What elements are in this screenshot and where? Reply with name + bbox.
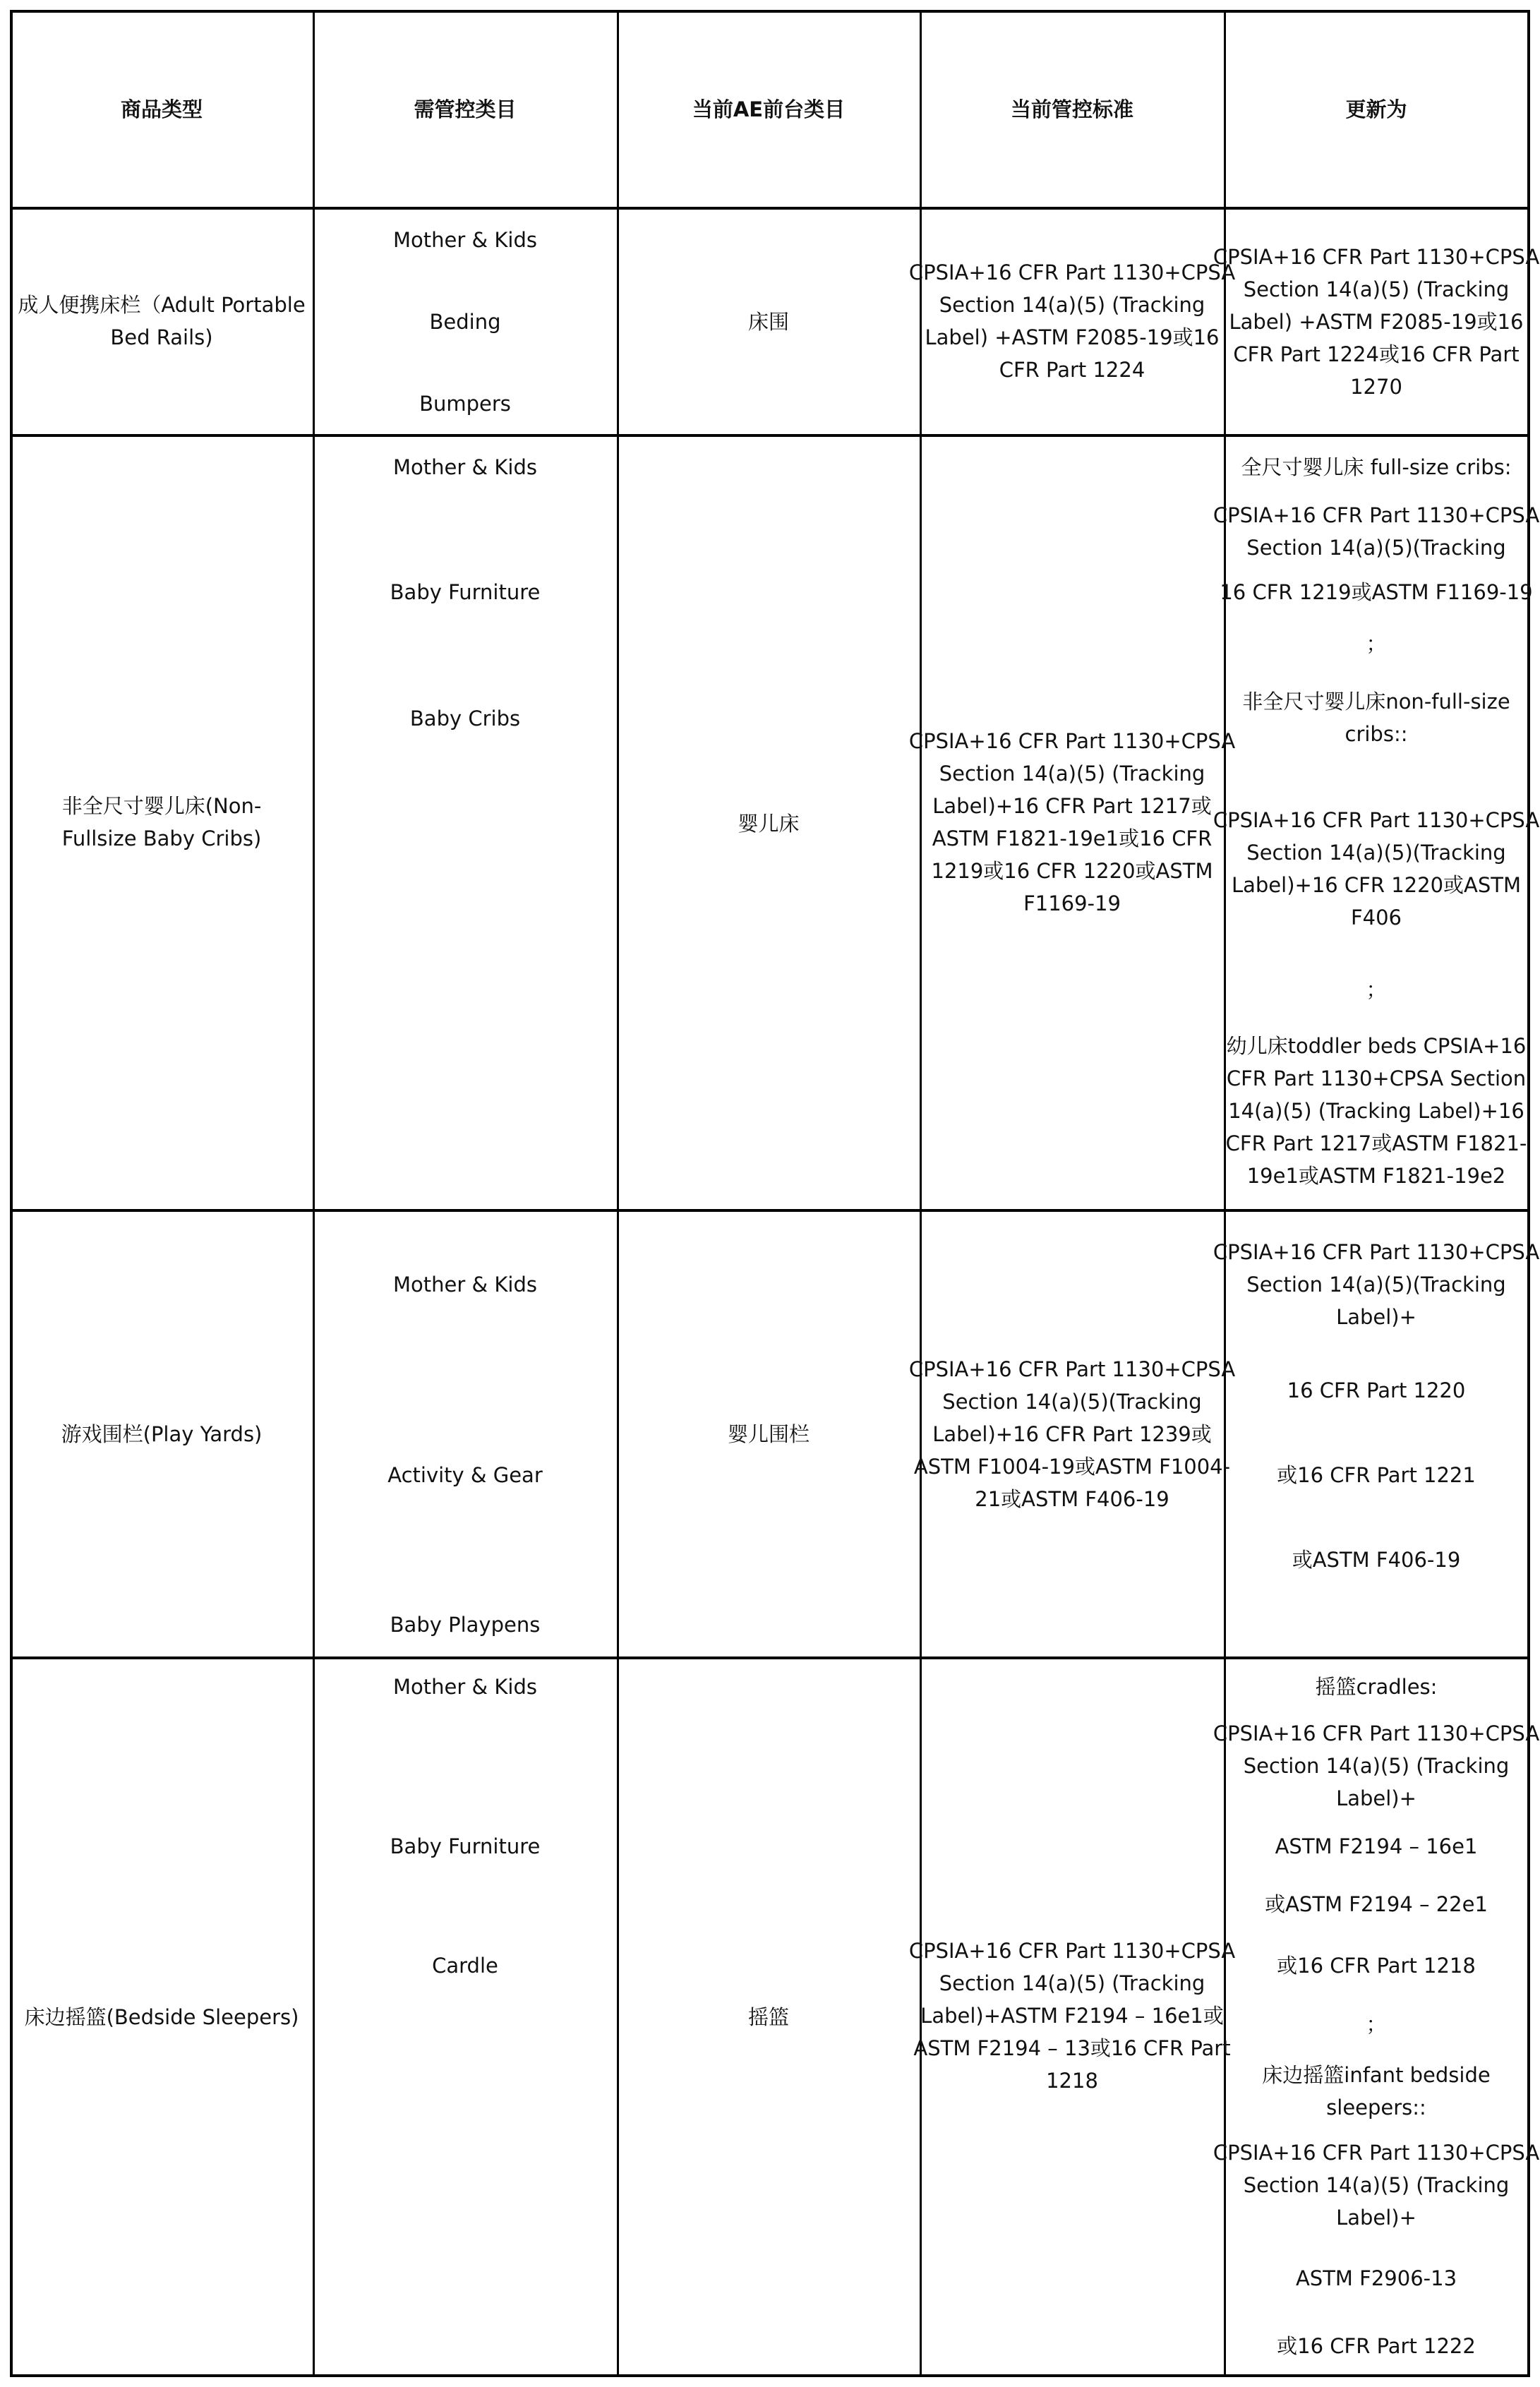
table-border-top: [10, 10, 1530, 13]
current-standard-line: CPSIA+16 CFR Part 1130+CPSA: [908, 1939, 1236, 1963]
updated-standard-line: CPSIA+16 CFR Part 1130+CPSA: [1213, 503, 1540, 527]
header-product-type: 商品类型: [120, 97, 203, 121]
current-standard-line: ASTM F2194 – 13或16 CFR Part: [913, 2036, 1231, 2060]
current-standard-line: CFR Part 1224: [999, 358, 1145, 382]
updated-standard-line: CPSIA+16 CFR Part 1130+CPSA: [1213, 1721, 1540, 1745]
current-standard-line: 21或ASTM F406-19: [975, 1487, 1169, 1511]
row-divider-1: [10, 434, 1530, 437]
table-border-left: [10, 10, 13, 2377]
updated-standard-line: 幼儿床toddler beds CPSIA+16: [1226, 1034, 1527, 1058]
current-standard-line: Label)+16 CFR Part 1217或: [932, 794, 1212, 818]
current-standard-line: Section 14(a)(5)(Tracking: [942, 1390, 1202, 1414]
updated-standard-line: Label)+: [1336, 1786, 1416, 1810]
category-item: Activity & Gear: [387, 1463, 543, 1487]
updated-standard-line: Section 14(a)(5) (Tracking: [1243, 1754, 1510, 1778]
table-border-bottom: [10, 2374, 1530, 2377]
category-item: Mother & Kids: [393, 1273, 537, 1297]
ae-category: 婴儿围栏: [727, 1422, 810, 1446]
current-standard-line: ASTM F1821-19e1或16 CFR: [932, 826, 1213, 850]
updated-standard-line: 非全尺寸婴儿床non-full-size: [1242, 690, 1510, 714]
column-divider-4: [1224, 10, 1226, 2377]
category-item: Baby Furniture: [390, 1834, 541, 1858]
product-type-line: 游戏围栏(Play Yards): [61, 1422, 263, 1446]
header-ae-category: 当前AE前台类目: [692, 97, 846, 121]
product-type-line: 成人便携床栏（Adult Portable: [18, 293, 306, 317]
updated-standard-line: 16 CFR Part 1220: [1287, 1378, 1466, 1402]
product-type-line: 非全尺寸婴儿床(Non-: [61, 794, 262, 818]
current-standard-line: F1169-19: [1023, 891, 1121, 915]
updated-standard-line: Section 14(a)(5)(Tracking: [1246, 1273, 1506, 1297]
updated-standard-line: F406: [1350, 906, 1402, 930]
updated-standard-line: 床边摇篮infant bedside: [1262, 2063, 1491, 2087]
category-item: Beding: [429, 310, 501, 334]
updated-standard-line: ；: [1366, 978, 1387, 1002]
updated-standard-line: 14(a)(5) (Tracking Label)+16: [1228, 1099, 1524, 1123]
updated-standard-line: ASTM F2194 – 16e1: [1275, 1834, 1478, 1858]
updated-standard-line: 全尺寸婴儿床 full-size cribs:: [1241, 455, 1512, 479]
updated-standard-line: ；: [1366, 2012, 1387, 2036]
updated-standard-line: CFR Part 1217或ASTM F1821-: [1225, 1131, 1527, 1155]
updated-standard-line: CFR Part 1130+CPSA Section: [1226, 1066, 1527, 1090]
updated-standard-line: CPSIA+16 CFR Part 1130+CPSA: [1213, 808, 1540, 832]
current-standard-line: ASTM F1004-19或ASTM F1004-: [913, 1455, 1231, 1479]
updated-standard-line: Label)+: [1336, 2206, 1416, 2230]
ae-category: 床围: [747, 310, 790, 334]
category-item: Baby Furniture: [390, 580, 541, 604]
row-divider-3: [10, 1657, 1530, 1659]
updated-standard-line: Section 14(a)(5) (Tracking: [1243, 2173, 1510, 2197]
row-divider-2: [10, 1209, 1530, 1212]
updated-standard-line: 或ASTM F2194 – 22e1: [1265, 1892, 1488, 1916]
current-standard-line: Label)+ASTM F2194 – 16e1或: [920, 2004, 1224, 2028]
updated-standard-line: 摇篮cradles:: [1315, 1675, 1438, 1699]
updated-standard-line: Label)+: [1336, 1305, 1416, 1329]
category-item: Cardle: [432, 1954, 498, 1978]
current-standard-line: Section 14(a)(5) (Tracking: [939, 1971, 1205, 1995]
column-divider-1: [313, 10, 315, 2377]
updated-standard-line: Section 14(a)(5)(Tracking: [1246, 536, 1506, 560]
updated-standard-line: CPSIA+16 CFR Part 1130+CPSA: [1213, 245, 1540, 269]
current-standard-line: CPSIA+16 CFR Part 1130+CPSA: [908, 729, 1236, 753]
header-current-standard: 当前管控标准: [1010, 97, 1134, 121]
updated-standard-line: CPSIA+16 CFR Part 1130+CPSA: [1213, 1240, 1540, 1264]
updated-standard-line: CFR Part 1224或16 CFR Part: [1233, 342, 1520, 366]
current-standard-line: Label) +ASTM F2085-19或16: [925, 325, 1220, 349]
updated-standard-line: Section 14(a)(5)(Tracking: [1246, 841, 1506, 865]
current-standard-line: CPSIA+16 CFR Part 1130+CPSA: [908, 1357, 1236, 1381]
current-standard-line: 1218: [1046, 2069, 1098, 2093]
updated-standard-line: ；: [1366, 632, 1387, 656]
updated-standard-line: 或ASTM F406-19: [1292, 1548, 1461, 1572]
updated-standard-line: 或16 CFR Part 1221: [1277, 1463, 1476, 1487]
updated-standard-line: Label) +ASTM F2085-19或16: [1229, 310, 1524, 334]
updated-standard-line: 1270: [1350, 375, 1402, 399]
product-type-line: Bed Rails): [110, 325, 213, 349]
updated-standard-line: ASTM F2906-13: [1295, 2266, 1457, 2290]
updated-standard-line: cribs::: [1345, 722, 1408, 746]
updated-standard-line: 16 CFR 1219或ASTM F1169-19: [1220, 580, 1533, 604]
updated-standard-line: 或16 CFR Part 1222: [1277, 2334, 1476, 2358]
product-type-line: 床边摇篮(Bedside Sleepers): [24, 2005, 299, 2029]
current-standard-line: 1219或16 CFR 1220或ASTM: [931, 859, 1213, 883]
updated-standard-line: Section 14(a)(5) (Tracking: [1243, 277, 1510, 301]
current-standard-line: Section 14(a)(5) (Tracking: [939, 293, 1205, 317]
updated-standard-line: Label)+16 CFR 1220或ASTM: [1231, 873, 1522, 897]
updated-standard-line: 或16 CFR Part 1218: [1277, 1954, 1476, 1978]
header-updated-to: 更新为: [1345, 97, 1407, 121]
category-item: Baby Playpens: [390, 1613, 541, 1637]
product-type-line: Fullsize Baby Cribs): [61, 826, 262, 850]
ae-category: 婴儿床: [738, 812, 800, 836]
category-item: Bumpers: [419, 392, 511, 416]
current-standard-line: Section 14(a)(5) (Tracking: [939, 762, 1205, 786]
table-border-right: [1527, 10, 1530, 2377]
header-controlled-categories: 需管控类目: [414, 97, 517, 121]
category-item: Mother & Kids: [393, 1675, 537, 1699]
updated-standard-line: CPSIA+16 CFR Part 1130+CPSA: [1213, 2141, 1540, 2165]
current-standard-line: CPSIA+16 CFR Part 1130+CPSA: [908, 260, 1236, 284]
updated-standard-line: sleepers::: [1326, 2096, 1426, 2120]
header-bottom-border: [10, 207, 1530, 210]
category-item: Baby Cribs: [409, 707, 521, 730]
updated-standard-line: 19e1或ASTM F1821-19e2: [1246, 1164, 1506, 1188]
current-standard-line: Label)+16 CFR Part 1239或: [932, 1422, 1212, 1446]
ae-category: 摇篮: [747, 2005, 790, 2029]
category-item: Mother & Kids: [393, 228, 537, 252]
category-item: Mother & Kids: [393, 455, 537, 479]
column-divider-2: [617, 10, 619, 2377]
